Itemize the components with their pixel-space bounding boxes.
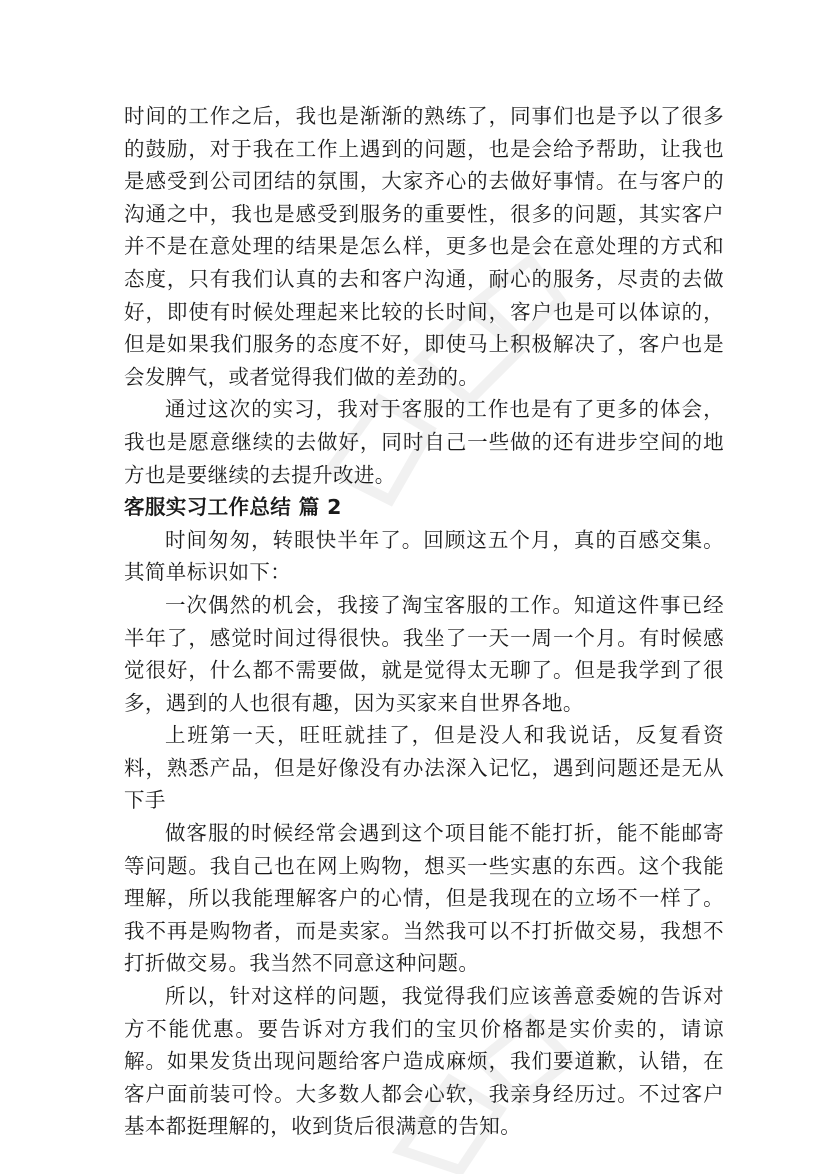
paragraph-3: 时间匆匆，转眼快半年了。回顾这五个月，真的百感交集。其简单标识如下： (124, 527, 724, 585)
paragraph-7: 所以，针对这样的问题，我觉得我们应该善意委婉的告诉对方不能优惠。要告诉对方我们的宝贝价格都是实价卖的，请谅解。如果发货出现问题给客户造成麻烦，我们要道歉，认错，在客户面前装可怜。大多数人都会心软，我亲身经历过。不过客户基本都挺理解的，收到货后很满意的告知。 (124, 984, 724, 1139)
document-body (124, 100, 724, 1143)
section-heading: 客服实习工作总结 篇 2 (124, 495, 342, 520)
paragraph-4: 一次偶然的机会，我接了淘宝客服的工作。知道这件事已经半年了，感觉时间过得很快。我坐了一天一周一个月。有时候感觉很好，什么都不需要做，就是觉得太无聊了。但是我学到了很多，遇到的人也很有趣，因为买家来自世界各地。 (124, 592, 724, 715)
paragraph-6: 做客服的时候经常会遇到这个项目能不能打折，能不能邮寄等问题。我自己也在网上购物，想买一些实惠的东西。这个我能理解，所以我能理解客户的心情，但是我现在的立场不一样了。我不再是购物者，而是卖家。当然我可以不打折做交易，我想不打折做交易。我当然不同意这种问题。 (124, 821, 724, 976)
paragraph-2: 通过这次的实习，我对于客服的工作也是有了更多的体会，我也是愿意继续的去做好，同时自己一些做的还有进步空间的地方也是要继续的去提升改进。 (124, 397, 724, 487)
paragraph-1: 时间的工作之后，我也是渐渐的熟练了，同事们也是予以了很多的鼓励，对于我在工作上遇到的问题，也是会给予帮助，让我也是感受到公司团结的氛围，大家齐心的去做好事情。在与客户的沟通之中，我也是感受到服务的重要性，很多的问题，其实客户并不是在意处理的结果是怎么样，更多也是会在意处理的方式和态度，只有我们认真的去和客户沟通，耐心的服务，尽责的去做好，即使有时候处理起来比较的长时间，客户也是可以体谅的，但是如果我们服务的态度不好，即使马上积极解决了，客户也是会发脾气，或者觉得我们做的差劲的。 (124, 104, 724, 389)
paragraph-5: 上班第一天，旺旺就挂了，但是没人和我说话，反复看资料，熟悉产品，但是好像没有办法深入记忆，遇到问题还是无从下手 (124, 723, 724, 813)
